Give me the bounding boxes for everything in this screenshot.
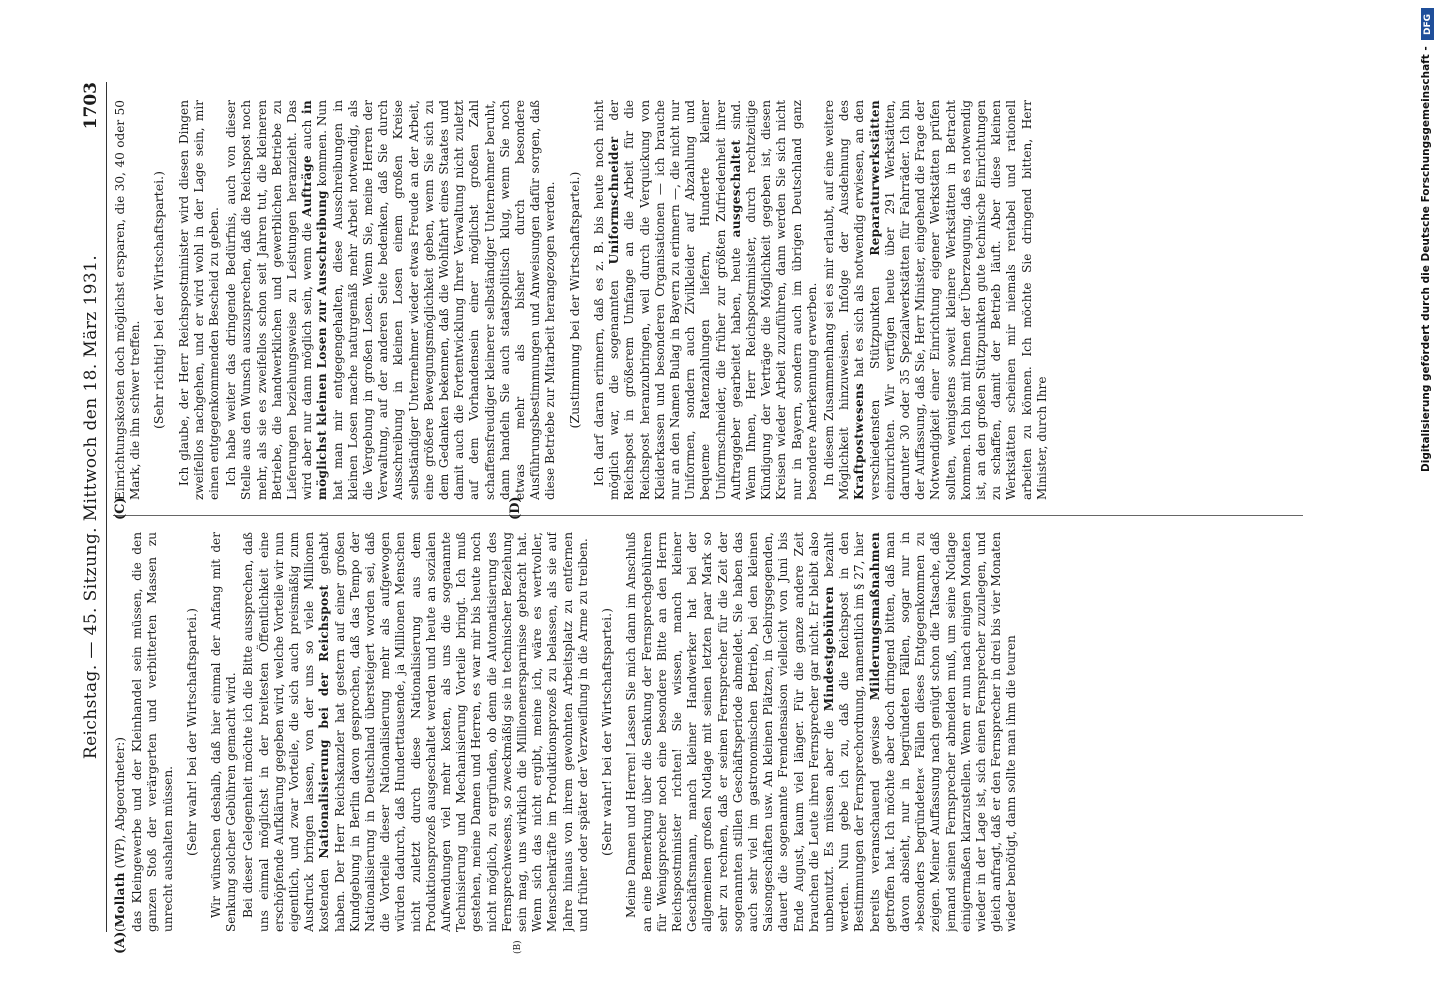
text-run: einzurichten. Wir verfügen heute über 291 Werkstätten, darunter 30 oder 35 Spezialwerkstätten für Fahrräder. Ich bin der Auffassung, daß Sie, Herr Minister, eingehend die Frage der Notwendigkeit einer Einrichtung eigener Werkstätten prüfen sollten, wenigstens soweit kleinere Werkstätten in Betracht kommen. Ich bin mit Ihnen der Überzeugung, daß es notwendig ist, an den großen Stützpunkten gute technische Einrichtungen zu schaffen, damit der Betrieb läuft. Aber diese kleinen Werkstätten scheinen mir niemals rentabel und rationell arbeiten zu können. Ich möchte Sie dringend bitten, Herr Minister, durch Ihre xyxy=(882,100,1049,500)
column-divider xyxy=(113,515,1303,516)
digitization-sidebar xyxy=(1420,8,1434,893)
paragraph xyxy=(224,100,558,500)
text-run: getroffen hat. Ich möchte aber doch dringend bitten, daß man davon absieht, nur in begründeten Fällen, sogar nur in »besonders begründeten« Fällen dieses Entgegenkommen zu zeigen. Meiner Auffassung nach genügt schon die Tatsache, daß jemand seinen Fernsprecher abmelden muß, um seine Notlage einigermaßen klarzustellen. Wenn er nun nach einigen Monaten wieder in der Lage ist, sich einen Fernsprecher zuzulegen, und gleich anfragt, daß er den Fernsprecher in drei bis vier Monaten wieder benötigt, dann sollte man ihm die teuren xyxy=(882,532,1019,932)
text-run: gehabt haben. Der Herr Reichskanzler hat gestern auf einer großen Kundgebung in Berlin davon gesprochen, daß das Tempo der Nationalisierung in Deutschland übersteigert worden sei, daß die Vorteile dieser Nationalisierung mehr als aufgewogen würden dadurch, daß Hunderttausende, ja Millionen Menschen nicht zuletzt durch diese Nationalisierung aus dem Produktionsprozeß ausgeschaltet werden und heute an sozialen Aufwendungen viel mehr kosten, als uns die sogenannte Technisierung und Mechanisierung Vorteile bringt. Ich muß gestehen, meine Damen und Herren, es war mir bis heute noch nicht möglich, zu ergründen, ob denn die Automatisierung des Fernsprechwesens, so zweckmäßig sie in technischer Beziehung sein mag, uns wirklich die Millionenersparnisse gebracht hat. Wenn sich das nicht ergibt, meine ich, wäre es wertvoller, Menschenkräfte im Produktionsprozeß zu belassen, als sie auf Jahre hinaus von ihrem gewohnten Arbeitsplatz zu entfernen und früher oder später der Verzweiflung in die Arme zu treiben. xyxy=(317,532,590,932)
header-rule xyxy=(106,82,107,932)
left-column xyxy=(113,532,1303,932)
page-header xyxy=(80,82,102,932)
paragraph: Wir wünschen deshalb, daß hier einmal der Anfang mit der Senkung solcher Gebühren gemacht wird. xyxy=(209,532,239,932)
text-run: der Reichspost in größerem Umfange an die Arbeit für die Reichspost heranzubringen, weil durch die Verquickung von Kleiderkassen und besonderen Organisationen — ich brauche nur an den Namen Bulag in Bayern zu erinnern —, die nicht nur Uniformen, sondern auch Zivilkleider auf Abzahlung und bequeme Ratenzahlungen liefern, Hunderte kleiner Uniformschneider, die früher zur größten Zufriedenheit ihrer Auftraggeber gearbeitet haben, heute xyxy=(607,100,743,500)
emphasis: Milderungsmaßnahmen xyxy=(867,532,882,701)
text-run: bezahlt werden. Nun gebe ich zu, daß die Reichspost in den Bestimmungen der Fernsprechordnung, namentlich im § 27, hier bereits veranschauend gewisse xyxy=(821,532,882,932)
text-run: sind. Wenn Ihnen, Herr Reichspostminister, durch rechtzeitige Kündigung der Verträge die Möglichkeit gegeben ist, diesen Kreisen wieder Arbeit zuzuführen, dann werden Sie sich nicht nur in Bayern, sondern auch im übrigen Deutschland ganz besondere Anerkennung erwerben. xyxy=(728,100,819,500)
text-run: auch xyxy=(300,113,315,156)
text-run: In diesem Zusammenhang sei es mir erlaubt, auf eine weitere Möglichkeit hinzuweisen. Infolge der Ausdehnung des xyxy=(821,100,852,500)
right-column xyxy=(113,100,1303,500)
text-run: kommen. Nun hat man mir entgegengehalten, diese Ausschreibungen in kleinen Losen mache naturgemäß mehr Arbeit notwendig, als die Vergebung in großen Losen. Wenn Sie, meine Herren der Verwaltung, auf der anderen Seite bedenken, daß Sie durch Ausschreibung in kleinen Losen einem großen Kreise selbständiger Unternehmer wieder etwas Freude an der Arbeit, eine größere Bewegungsmöglichkeit geben, wenn Sie sich zu dem Gedanken bekennen, daß die Wohlfahrt eines Staates und damit auch die Fortentwicklung Ihrer Verwaltung nicht zuletzt auf dem Vorhandensein einer möglichst großen Zahl schaffensfreudiger kleinerer selbständiger Unternehmer beruht, dann handeln Sie auch staatspolitisch klug, wenn Sie noch etwas mehr als bisher durch besondere Ausführungsbestimmungen und Anweisungen dafür sorgen, daß diese Betriebe zur Mitarbeit herangezogen werden. xyxy=(315,100,558,500)
paragraph: Einrichtungskosten doch möglichst ersparen, die 30, 40 oder 50 Mark, die ihn schwer treffen. xyxy=(113,100,143,500)
emphasis: Nationalisierung bei der Reichspost xyxy=(317,584,332,859)
text-run: Ich habe weiter das dringende Bedürfnis, auch von dieser Stelle aus den Wunsch auszusprechen, daß die Reichspost noch mehr, als sie es zweifellos schon seit Jahren tut, die kleineren Betriebe, die handwerklichen und gewerblichen Betriebe zu Lieferungen beziehungsweise zu Leistungen heranzieht. Das wird aber nur dann möglich sein, wenn die xyxy=(224,100,315,500)
emphasis: Reparaturwerkstätten xyxy=(867,100,882,256)
paragraph: Ich glaube, der Herr Reichspostminister wird diesen Dingen zweifellos nachgehen, und er wird wohl in der Lage sein, mir einen entgegenkommenden Bescheid zu geben. xyxy=(176,100,222,500)
text-run: Meine Damen und Herren! Lassen Sie mich dann im Anschluß an eine Bemerkung über die Senkung der Fernsprechgebühren für Wenigsprecher noch eine besondere Bitte an den Herrn Reichspostminister richten! Sie wissen, manch kleiner Geschäftsmann, manch kleiner Handwerker hat bei der allgemeinen großen Notlage mit seinen letzten paar Mark so sehr zu rechnen, daß er seinen Fernsprecher für die Zeit der sogenannten stillen Geschäftsperiode abmeldet. Sie haben das auch sehr viel im gastronomischen Betrieb, bei den kleinen Saisongeschäften usw. An kleinen Plätzen, in Gebirgsgegenden, dauert die sogenannte Fremdensaison vielleicht von Juni bis Ende August, kaum viel länger. Für die ganze andere Zeit brauchen die Leute ihren Fernsprecher gar nicht. Er bleibt also unbenutzt. Es müssen aber die xyxy=(624,532,836,932)
speaker-name: Mollath xyxy=(113,872,127,928)
speaker-party: (WP), Abgeordneter: xyxy=(113,741,127,873)
page-number: 1703 xyxy=(81,82,101,130)
paragraph xyxy=(241,532,591,932)
funding-credit: Digitalisierung gefördert durch die Deutsche Forschungsgemeinschaft - xyxy=(1420,46,1432,472)
two-column-body xyxy=(113,82,1303,954)
dfg-logo: DFG xyxy=(1421,8,1434,40)
text-run: Ich darf daran erinnern, daß es z. B. bis heute noch nicht möglich war, die sogenannten xyxy=(591,100,622,500)
emphasis: Uniformschneider xyxy=(607,136,622,265)
emphasis: in möglichst kleinen Losen zur Ausschreibung xyxy=(300,100,330,500)
margin-letter-c: (C) xyxy=(113,497,128,520)
paragraph xyxy=(624,532,1019,932)
interjection: (Sehr richtig! bei der Wirtschaftspartei.) xyxy=(151,171,167,429)
emphasis: Mindestgebühren xyxy=(821,586,836,712)
emphasis: ausgeschaltet xyxy=(728,139,743,238)
margin-letter-d: (D) xyxy=(508,496,523,520)
emphasis: Kraftpostwesens xyxy=(852,382,867,500)
paragraph: das Kleingewerbe und der Kleinhandel sein müssen, die den ganzen Stoß der verärgerten und verbitterten Massen zu unrecht aushalten müssen. xyxy=(130,532,175,932)
rotated-document-page xyxy=(80,72,1340,954)
paragraph xyxy=(822,100,1050,500)
interjection: (Zustimmung bei der Wirtschaftspartei.) xyxy=(566,171,582,429)
margin-letter-a: (A) xyxy=(113,931,128,954)
interjection: (Sehr wahr! bei der Wirtschaftspartei.) xyxy=(183,607,199,857)
speaker-line: (Mollath (WP), Abgeordneter:) xyxy=(113,737,127,932)
text-run: hat es sich als notwendig erwiesen, an den verschiedensten Stützpunkten xyxy=(852,100,882,500)
interjection: (Sehr wahr! bei der Wirtschaftspartei.) xyxy=(599,607,615,857)
text-run: Bei dieser Gelegenheit möchte ich die Bitte aussprechen, daß uns einmal möglichst in der breitesten Öffentlichkeit eine erschöpfende Aufklärung gegeben wird, welche Vorteile wir nun eigentlich, und zwar Vorteile, die sich auch preismäßig zum Ausdruck bringen lassen, von der uns so viele Millionen kostenden xyxy=(241,532,332,932)
page-title: Reichstag. — 45. Sitzung. Mittwoch den 18. März 1931. xyxy=(81,254,101,760)
margin-letter-b: (B) xyxy=(513,940,523,954)
paragraph xyxy=(592,100,820,500)
emphasis: Aufträge xyxy=(300,155,315,217)
